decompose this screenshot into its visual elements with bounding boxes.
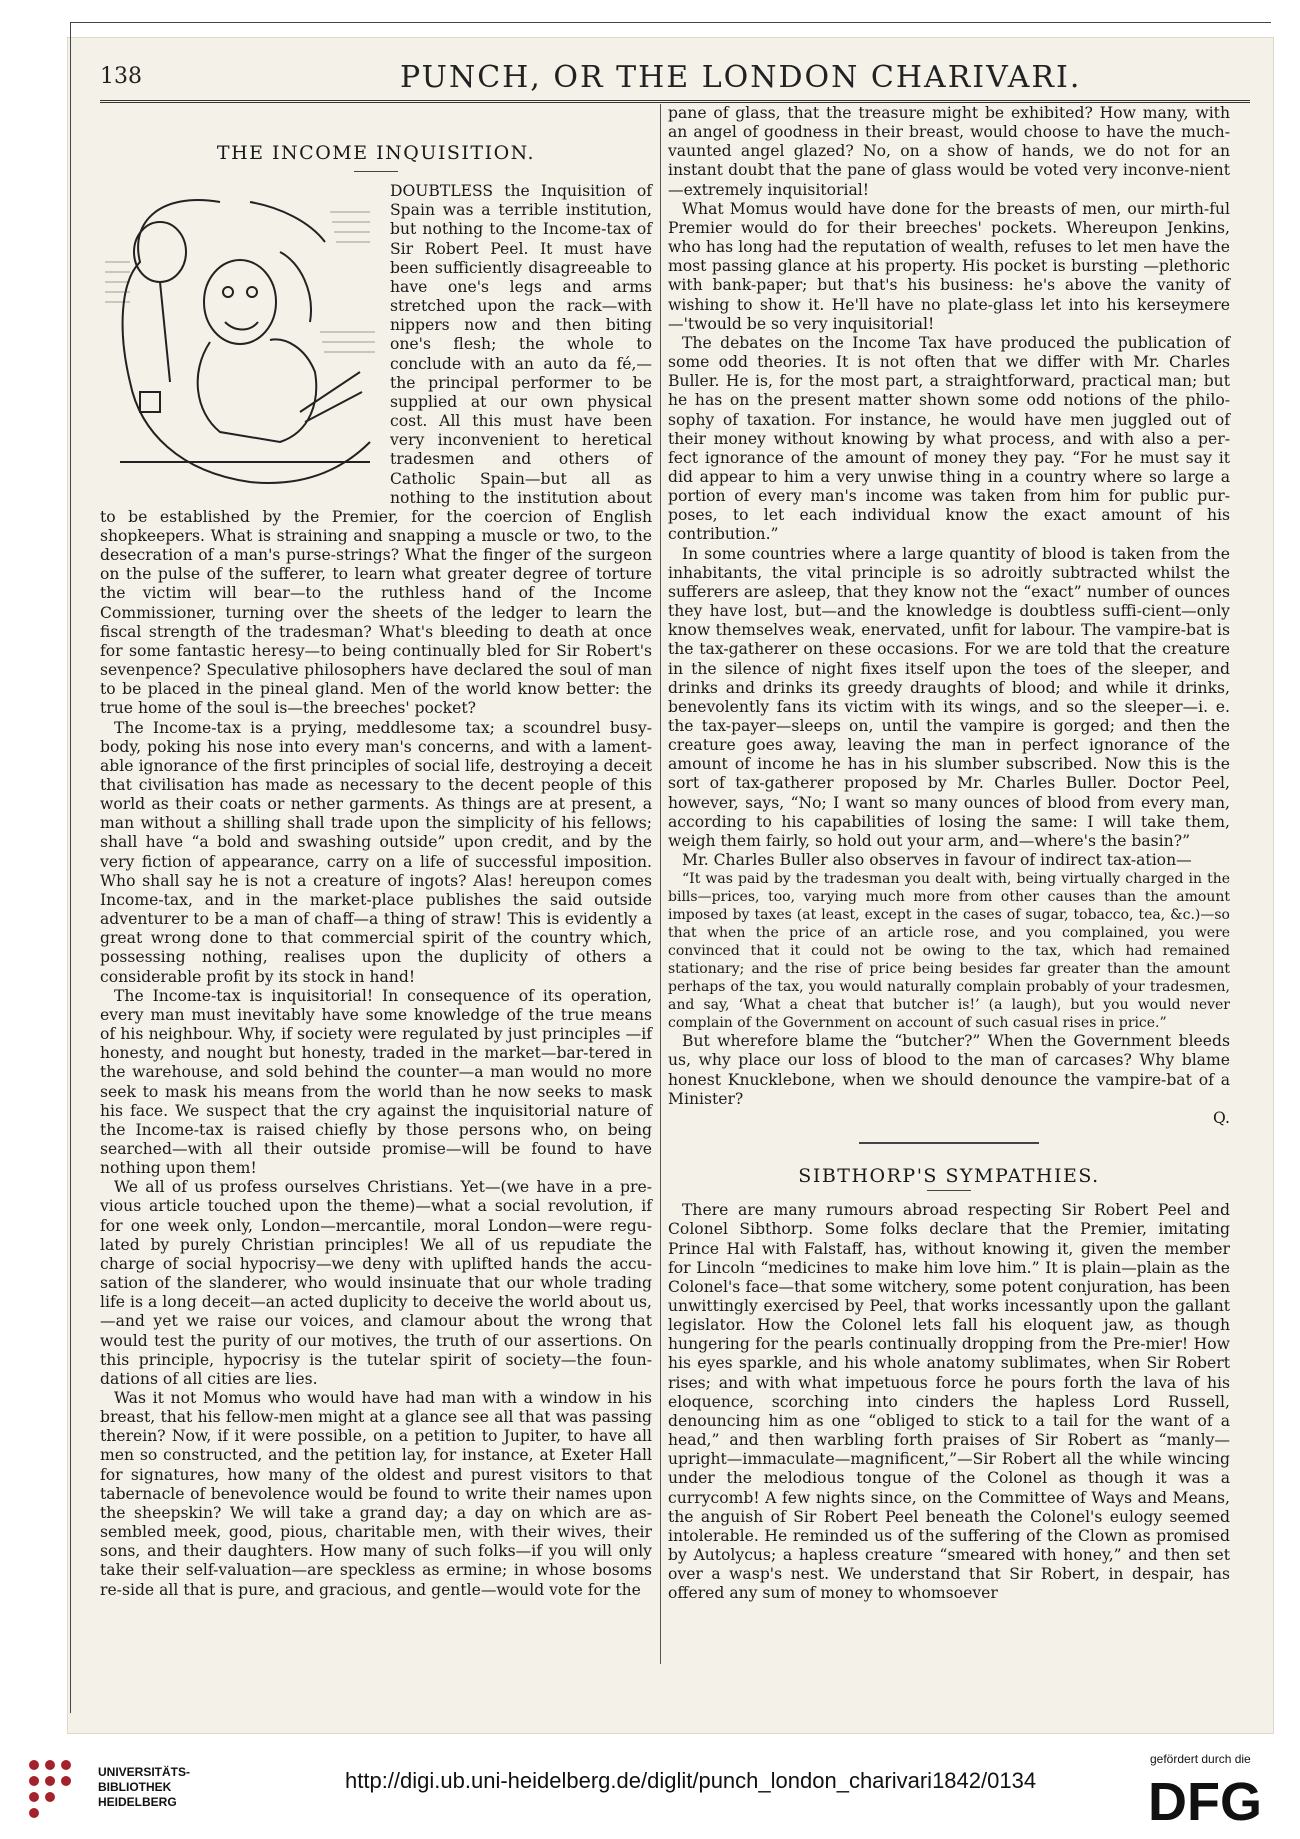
paragraph: The debates on the Income Tax have produced the publication of some odd theories. It is not often that we differ with Mr. Charles Buller. He is, for the most part, a straightforward, practical man; but he has on the present matter shown some odd notions of the philo-sophy of taxation. For instance, he would have men juggled out of their money without knowing by what process, and with also a per-fect ignorance of the amount of money they pay. “For he must say it did appear to him a very unwise thing in a country where so large a portion of every man's income was taken from him for public pur-poses, to let each individual know the exact amount of his contribution.”	[668, 333, 1230, 544]
sponsor-text: gefördert durch die	[1150, 1752, 1251, 1766]
page-header	[100, 60, 1250, 100]
institution-name: UNIVERSITÄTS- BIBLIOTHEK HEIDELBERG	[98, 1765, 191, 1809]
initial-letter-illustration	[100, 182, 382, 488]
column-rule	[660, 104, 661, 1664]
source-url-link[interactable]: http://digi.ub.uni-heidelberg.de/diglit/punch_london_charivari1842/0134	[345, 1768, 1037, 1793]
section-rule	[859, 1142, 1039, 1147]
block-quote: “It was paid by the tradesman you dealt with, being virtually charged in the bills—prices, too, varying much more from other causes than the amount imposed by taxes (at least, except in the cases of sugar, tobacco, tea, &c.)—so that when the price of an article rose, and you complained, you were convinced that it could not be owing to the tax, which had remained stationary; and the rise of price being besides far greater than the amount perhaps of the tax, you would naturally complain probably of your tradesmen, and say, ‘What a cheat that butcher is!’ (a laugh), but you would never complain of the Government on account of such casual rises in price.”	[668, 871, 1230, 1032]
article-title: THE INCOME INQUISITION.	[216, 142, 536, 164]
column-left	[100, 104, 652, 1600]
page-number: 138	[100, 64, 142, 89]
paragraph: Was it not Momus who would have had man with a window in his breast, that his fellow-men might at a glance see all that was passing therein? Now, if it were possible, on a petition to Jupiter, to have all men so constructed, and the petition lay, for instance, at Exeter Hall for signatures, how many of the oldest and purest visitors to that tabernacle of benevolence would be found to write their names upon the sheepskin? We will take a grand day; a day on which are as-sembled meek, good, pious, charitable men, with their wives, their sons, and their daughters. How many of such folks—if you will only take their self-valuation—are speckless as ermine; in whose bosoms re-side all that is pure, and gracious, and gentle—would vote for the	[100, 1389, 652, 1599]
article-title: SIBTHORP'S SYMPATHIES.	[798, 1165, 1100, 1188]
signature: Q.	[1213, 1108, 1230, 1127]
column-right	[668, 104, 1230, 1603]
dfg-logo	[1148, 1772, 1278, 1828]
running-title: PUNCH, OR THE LONDON CHARIVARI.	[400, 60, 1082, 95]
paragraph: There are many rumours abroad respecting Sir Robert Peel and Colonel Sibthorp. Some folks declare that the Premier, imitating Prince Hal with Falstaff, has, without knowing it, given the member for Lincoln “medicines to make him love him.” It is plain—plain as the Colonel's face—that some witchery, some potent conjuration, has been unwittingly exercised by Peel, that works incessantly upon the gallant legislator. How the Colonel lets fall his eloquent jaw, as though hungering for the pearls continually dropping from the Pre-mier! How his eyes sparkle, and his whole anatomy sublimates, when Sir Robert rises; and with what impetuous force he pours forth the lava of his eloquence, scorching into cinders the hapless Lord Russell, denouncing him as one “obliged to stick to a tail for the want of a head,” and then warbling forth praises of Sir Robert as “manly—upright—immaculate—magnificent,”—Sir Robert all the while wincing under the melodious tongue of the Colonel as though it was a currycomb! A few nights since, on the Committee of Ways and Means, the anguish of Sir Robert Peel beneath the Colonel's eulogy seemed intolerable. He reminded us of the suffering of the Clown as promised by Autolycus; a hapless creature “smeared with honey,” and then set over a wasp's nest. We understand that Sir Robert, in despair, has offered any sum of money to whomsoever	[668, 1201, 1230, 1603]
paragraph: We all of us profess ourselves Christians. Yet—(we have in a pre-vious article touched upon the theme)—what a social revolution, if for one week only, London—mercantile, moral London—were regu-lated by purely Christian principles! We all of us repudiate the charge of social hypocrisy—we deny with uplifted hands the accu-sation of the slanderer, who would insinuate that our whole trading life is a long deceit—an acted duplicity to deceive the world about us,—and yet we raise our voices, and clamour about the wrong that would test the purity of our motives, the truth of our assertions. On this principle, hypocrisy is the tutelar spirit of society—the foun-dations of all cities are lies.	[100, 1178, 652, 1388]
paragraph: pane of glass, that the treasure might be exhibited? How many, with an angel of goodness in their breast, would choose to have the much-vaunted angel glazed? No, on a show of hands, we do not for an instant doubt that the pane of glass would be voted very inconve-nient—extremely inquisitorial!	[668, 104, 1230, 199]
paragraph: DOUBTLESS the Inquisition of Spain was a terrible institution, but nothing to the Income-tax of Sir Robert Peel. It must have been sufficiently disagreeable to have one's legs and arms stretched upon the rack—with nippers now and then biting one's flesh; the whole to conclude with an auto da fé,—the principal performer to be supplied at our own physical cost. All this must have been very inconvenient to heretical tradesmen and others of Catholic Spain—but all as nothing to the institution about to be established by the Premier, for the coercion of English shopkeepers. What is straining and snapping a muscle or two, to the desecration of a man's purse-strings? What the finger of the surgeon on the pulse of the sufferer, to learn what greater degree of torture the victim will bear—to the ruthless hand of the Income Commissioner, turning over the sheets of the ledger to learn the fiscal strength of the tradesman? What's bleeding to death at once for some fantastic heresy—to being continually bled for Sir Robert's sevenpence? Speculative philosophers have declared the soul of man to be placed in the pineal gland. Men of the world know better: the true home of the soul is—the breeches' pocket?	[100, 182, 652, 718]
paragraph: The Income-tax is inquisitorial! In consequence of its operation, every man must inevitably have some knowledge of the true means of his neighbour. Why, if society were regulated by just principles —if honesty, and nought but honesty, traded in the market—bar-tered in the warehouse, and sold behind the counter—a man would no more seek to mask his means from the world than he now seeks to mask his face. We suspect that the cry against the inquisitorial nature of the Income-tax is raised chiefly by those persons who, on being searched—with all their outside promise—will be found to have nothing upon them!	[100, 986, 652, 1178]
title-rule	[927, 1190, 971, 1191]
svg-text:DFG: DFG	[1148, 1772, 1262, 1828]
paragraph: What Momus would have done for the breasts of men, our mirth-ful Premier would do for their breeches' pockets. Whereupon Jenkins, who has long had the reputation of wealth, refuses to let men have the most passing glance at his property. His pocket is bursting —plethoric with bank-paper; but that's his business: he's above the vanity of wishing to show it. He'll have no plate-glass let into his kerseymere—'twould be so very inquisitorial!	[668, 199, 1230, 333]
paragraph: But wherefore blame the “butcher?” When the Government bleeds us, why place our loss of blood to the man of carcases? Why blame honest Knucklebone, when we should denounce the vampire-bat of a Minister?	[668, 1032, 1230, 1108]
paragraph: In some countries where a large quantity of blood is taken from the inhabitants, the vital principle is so adroitly subtracted whilst the sufferers are asleep, that they know not the “exact” number of ounces they have lost, but—and the knowledge is doubtless suffi-cient—only know themselves weak, enervated, unfit for labour. The vampire-bat is the tax-gatherer on these occasions. For we are told that the creature in the silence of night fixes itself upon the toes of the sleeper, and drinks and drinks its greedy draughts of blood; and while it drinks, benevolently fans its victim with its wings, and so the sleeper—i. e. the tax-payer—sleeps on, until the vampire is gorged; and then the creature goes away, leaving the man in perfect ignorance of the amount of income he has in his slumber subscribed. Now this is the sort of tax-gatherer proposed by Mr. Charles Buller. Doctor Peel, however, says, “No; I want so many ounces of blood from every man, according to his capabilities of losing the same: I will take them, weigh them fairly, so hold out your arm, and—where's the basin?”	[668, 544, 1230, 850]
paragraph: The Income-tax is a prying, meddlesome tax; a scoundrel busy-body, poking his nose into every man's concerns, and with a lament-able ignorance of the first principles of social life, destroying a deceit that civilisation has made as necessary to the decent people of this world as their coats or nether garments. As things are at present, a man without a shilling shall trade upon the simplicity of his fellows; shall have “a bold and swashing outside” upon credit, and by the very fiction of appearance, carry on a life of successful imposition. Who shall say he is not a creature of ingots? Alas! hereupon comes Income-tax, and in the market-place publishes the said outside adventurer to be a man of chaff—a thing of straw! This is evidently a great wrong done to that commercial spirit of the country which, possessing nothing, realises upon the duplicity of others a considerable profit by its stock in hand!	[100, 718, 652, 986]
paragraph: Mr. Charles Buller also observes in favour of indirect tax-ation—	[682, 851, 1192, 870]
university-seal-logo	[20, 1755, 90, 1820]
title-rule	[354, 171, 398, 172]
